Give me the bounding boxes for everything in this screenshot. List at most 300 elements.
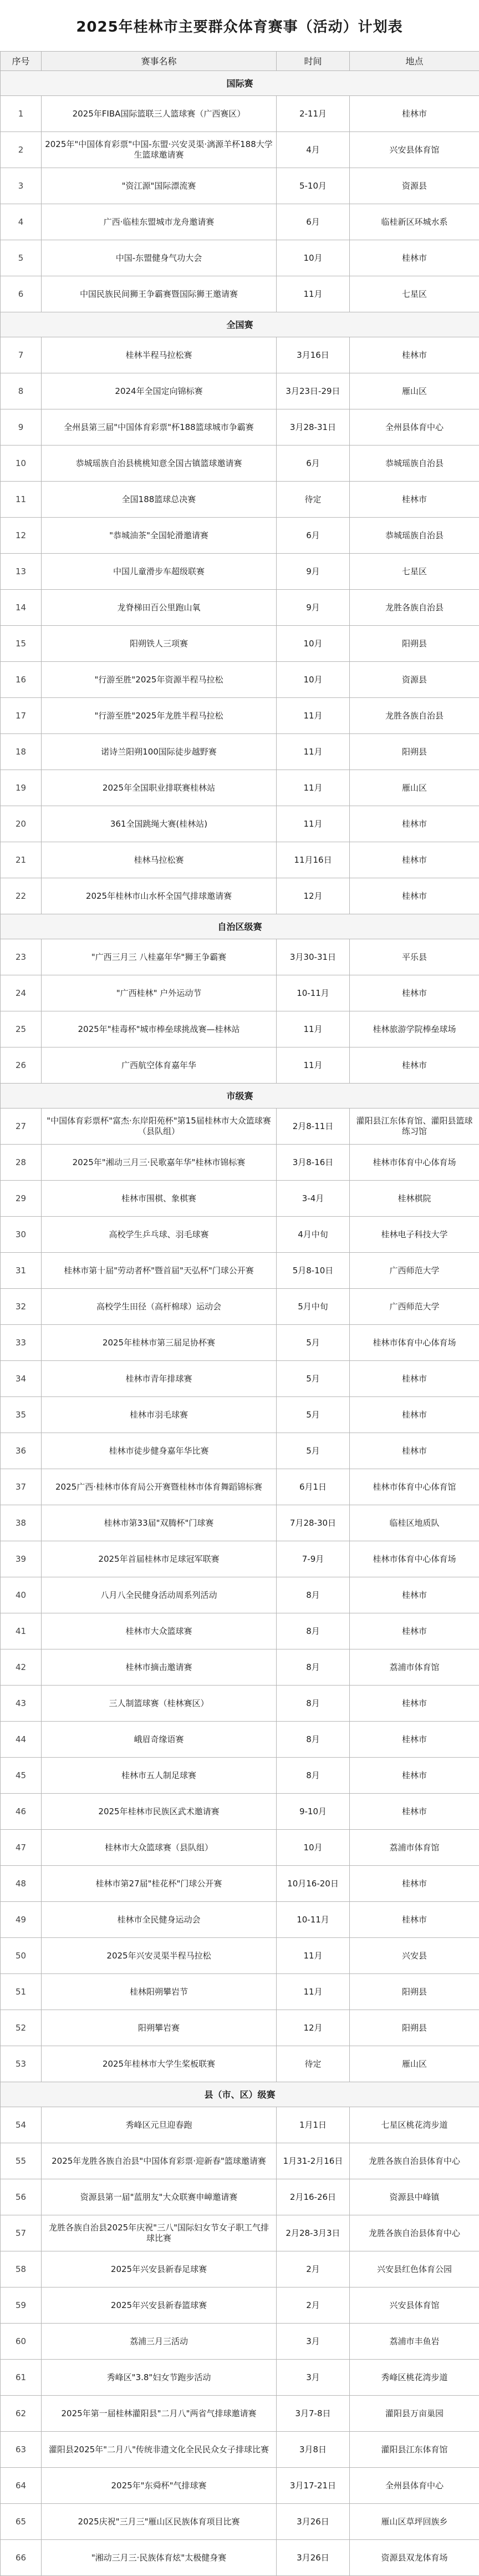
cell-event-name: 2024年全国定向锦标赛 [42,373,277,409]
cell-place: 荔浦市体育馆 [350,1830,479,1866]
cell-number: 64 [1,2468,42,2504]
cell-time: 5月 [277,1397,350,1433]
cell-number: 49 [1,1902,42,1938]
table-row [1,1181,479,1217]
table-row [1,734,479,770]
cell-event-name: 2025年龙胜各族自治县"中国体育彩票·迎新春"篮球邀请赛 [42,2143,277,2179]
cell-number: 26 [1,1047,42,1084]
cell-number: 24 [1,975,42,1011]
table-row [1,1902,479,1938]
table-row [1,482,479,518]
cell-event-name: 2025年"桂毒杯"城市棒垒球挑战赛—桂林站 [42,1011,277,1047]
cell-time: 4月中旬 [277,1217,350,1253]
cell-event-name: 2025年兴安县新春足球赛 [42,2251,277,2287]
cell-event-name: "广西桂林" 户外运动节 [42,975,277,1011]
table-row [1,2540,479,2576]
table-row [1,1047,479,1084]
cell-place: 桂林电子科技大学 [350,1217,479,1253]
cell-time: 3月28-31日 [277,409,350,446]
cell-event-name: 2025年"湘动三月三·民歌嘉年华"桂林市锦标赛 [42,1145,277,1181]
cell-time: 3月8-16日 [277,1145,350,1181]
cell-number: 14 [1,590,42,626]
cell-event-name: 2025年全国职业排联赛桂林站 [42,770,277,806]
table-row [1,518,479,554]
cell-number: 59 [1,2287,42,2324]
table-row [1,1974,479,2010]
cell-event-name: 桂林市大众篮球赛 [42,1613,277,1649]
cell-event-name: 桂林马拉松赛 [42,842,277,878]
table-row [1,1433,479,1469]
cell-event-name: "中国体育彩票杯"富杰·东岸阳苑杯"第15届桂林市大众篮球赛（县队组） [42,1109,277,1145]
cell-time: 5月 [277,1361,350,1397]
cell-place: 桂林棋院 [350,1181,479,1217]
table-row [1,626,479,662]
cell-number: 46 [1,1794,42,1830]
cell-place: 全州县体育中心 [350,2468,479,2504]
cell-event-name: 中国-东盟健身气功大会 [42,240,277,276]
cell-place: 恭城瑶族自治县 [350,518,479,554]
table-row [1,1613,479,1649]
cell-time: 9月 [277,590,350,626]
cell-event-name: 阳朔攀岩赛 [42,2010,277,2046]
cell-event-name: 中国民族民间狮王争霸赛暨国际狮王邀请赛 [42,276,277,312]
cell-number: 6 [1,276,42,312]
cell-number: 60 [1,2324,42,2360]
cell-time: 10月 [277,1830,350,1866]
cell-event-name: 广西·临桂东盟城市龙舟邀请赛 [42,204,277,240]
cell-number: 53 [1,2046,42,2082]
cell-place: 桂林旅游学院棒垒球场 [350,1011,479,1047]
cell-place: 桂林市 [350,1613,479,1649]
table-row [1,1469,479,1505]
cell-time: 11月 [277,734,350,770]
table-row [1,662,479,698]
cell-place: 桂林市体育中心体育场 [350,1541,479,1577]
cell-time: 6月1日 [277,1469,350,1505]
cell-event-name: 2025广西·桂林市体育局公开赛暨桂林市体育舞蹈锦标赛 [42,1469,277,1505]
table-body [1,71,479,2576]
cell-place: 桂林市 [350,96,479,132]
cell-place: 七星区桃花湾步道 [350,2107,479,2143]
cell-number: 36 [1,1433,42,1469]
cell-number: 62 [1,2396,42,2432]
cell-event-name: 2025年桂林市大学生桨板联赛 [42,2046,277,2082]
cell-number: 39 [1,1541,42,1577]
cell-number: 33 [1,1325,42,1361]
cell-time: 5月中旬 [277,1289,350,1325]
cell-time: 5月8-10日 [277,1253,350,1289]
table-row [1,2432,479,2468]
cell-event-name: "行游至胜"2025年资源半程马拉松 [42,662,277,698]
cell-event-name: 桂林市大众篮球赛（县队组） [42,1830,277,1866]
table-row [1,409,479,446]
cell-number: 3 [1,168,42,204]
cell-event-name: 桂林市第十届"劳动者杯"暨首届"天弘杯"门球公开赛 [42,1253,277,1289]
cell-time: 11月 [277,1938,350,1974]
cell-number: 2 [1,132,42,168]
cell-place: 临桂区地质队 [350,1505,479,1541]
cell-event-name: 灌阳县2025年"二月八"传统非遗文化全民民众女子排球比赛 [42,2432,277,2468]
cell-number: 41 [1,1613,42,1649]
cell-time: 10月16-20日 [277,1866,350,1902]
table-row [1,1505,479,1541]
table-row [1,2360,479,2396]
cell-event-name: "资江源"国际漂流赛 [42,168,277,204]
cell-event-name: 诺诗兰阳朔100国际徒步越野赛 [42,734,277,770]
cell-event-name: 阳朔铁人三项赛 [42,626,277,662]
cell-event-name: 秀峰区元旦迎春跑 [42,2107,277,2143]
table-row [1,1145,479,1181]
cell-event-name: 2025年兴安县新春篮球赛 [42,2287,277,2324]
cell-time: 6月 [277,204,350,240]
table-row [1,276,479,312]
cell-place: 桂林市 [350,1794,479,1830]
cell-time: 3月26日 [277,2540,350,2576]
cell-place: 桂林市 [350,240,479,276]
cell-number: 1 [1,96,42,132]
cell-time: 11月 [277,276,350,312]
cell-place: 桂林市 [350,1361,479,1397]
cell-number: 16 [1,662,42,698]
cell-event-name: 桂林市第33届"双腾杯"门球赛 [42,1505,277,1541]
cell-event-name: 龙胜各族自治县2025年庆祝"三八"国际妇女节女子职工气排球比赛 [42,2215,277,2251]
cell-time: 11月 [277,770,350,806]
cell-place: 资源县双龙体育场 [350,2540,479,2576]
cell-event-name: 桂林市第27届"桂花杯"门球公开赛 [42,1866,277,1902]
cell-place: 桂林市 [350,1397,479,1433]
cell-place: 平乐县 [350,939,479,975]
table-row [1,1794,479,1830]
cell-time: 2月16-26日 [277,2179,350,2215]
table-row [1,939,479,975]
section-label: 全国赛 [1,312,479,337]
table-row [1,2468,479,2504]
section-row [1,71,479,96]
cell-place: 灌阳县江东体育馆、灌阳县篮球练习馆 [350,1109,479,1145]
table-row [1,1758,479,1794]
cell-place: 桂林市 [350,878,479,914]
cell-place: 桂林市 [350,806,479,842]
table-row [1,770,479,806]
cell-number: 21 [1,842,42,878]
cell-time: 2月 [277,2251,350,2287]
section-row [1,2082,479,2107]
cell-time: 7-9月 [277,1541,350,1577]
table-row [1,878,479,914]
cell-event-name: 2025年桂林市第三届足协杯赛 [42,1325,277,1361]
cell-event-name: 桂林市五人制足球赛 [42,1758,277,1794]
cell-event-name: 桂林市青年排球赛 [42,1361,277,1397]
cell-event-name: 秀峰区"3.8"妇女节跑步活动 [42,2360,277,2396]
cell-event-name: "行游至胜"2025年龙胜半程马拉松 [42,698,277,734]
cell-place: 资源县 [350,662,479,698]
cell-place: 雁山区 [350,770,479,806]
cell-place: 桂林市体育中心体育场 [350,1325,479,1361]
cell-number: 8 [1,373,42,409]
cell-time: 3月30-31日 [277,939,350,975]
cell-number: 17 [1,698,42,734]
cell-number: 38 [1,1505,42,1541]
cell-place: 桂林市 [350,1902,479,1938]
table-row [1,96,479,132]
cell-number: 18 [1,734,42,770]
cell-event-name: 高校学生乒乓球、羽毛球赛 [42,1217,277,1253]
table-row [1,1109,479,1145]
cell-number: 37 [1,1469,42,1505]
table-row [1,2179,479,2215]
table-row [1,590,479,626]
cell-number: 23 [1,939,42,975]
cell-place: 雁山区 [350,373,479,409]
cell-time: 12月 [277,878,350,914]
cell-number: 15 [1,626,42,662]
table-row [1,698,479,734]
table-row [1,2287,479,2324]
cell-time: 2月8-11日 [277,1109,350,1145]
cell-place: 灌阳县万亩巢园 [350,2396,479,2432]
table-row [1,2396,479,2432]
cell-place: 桂林市 [350,337,479,373]
cell-number: 9 [1,409,42,446]
cell-event-name: 2025年"中国体育彩票"中国-东盟·兴安灵渠·漓源羊杯188大学生篮球邀请赛 [42,132,277,168]
cell-event-name: 全国188篮球总决赛 [42,482,277,518]
table-row [1,975,479,1011]
table-row [1,1938,479,1974]
cell-number: 11 [1,482,42,518]
cell-time: 7月28-30日 [277,1505,350,1541]
section-label: 县（市、区）级赛 [1,2082,479,2107]
cell-time: 8月 [277,1758,350,1794]
cell-time: 11月 [277,1011,350,1047]
cell-place: 阳朔县 [350,2010,479,2046]
table-row [1,1217,479,1253]
cell-number: 48 [1,1866,42,1902]
cell-time: 11月 [277,1047,350,1084]
cell-place: 恭城瑶族自治县 [350,446,479,482]
cell-time: 3月16日 [277,337,350,373]
table-row [1,1577,479,1613]
cell-event-name: 桂林市摘击邀请赛 [42,1649,277,1686]
cell-time: 8月 [277,1686,350,1722]
cell-number: 44 [1,1722,42,1758]
cell-time: 10-11月 [277,975,350,1011]
cell-event-name: 全州县第三届"中国体育彩票"杯188篮球城市争霸赛 [42,409,277,446]
cell-time: 12月 [277,2010,350,2046]
cell-number: 5 [1,240,42,276]
cell-event-name: 2025年桂林市民族区武术邀请赛 [42,1794,277,1830]
cell-time: 3月 [277,2324,350,2360]
table-row [1,1325,479,1361]
cell-number: 29 [1,1181,42,1217]
cell-place: 荔浦市丰鱼岩 [350,2324,479,2360]
cell-time: 9-10月 [277,1794,350,1830]
cell-place: 雁山区草坪回族乡 [350,2504,479,2540]
cell-event-name: 桂林半程马拉松赛 [42,337,277,373]
cell-event-name: 恭城瑶族自治县桃桃知意全国古镇篮球邀请赛 [42,446,277,482]
cell-event-name: 资源县第一届"蓝朋友"大众联赛申嶂邀请赛 [42,2179,277,2215]
table-header-row [1,52,479,71]
cell-time: 5月 [277,1433,350,1469]
cell-place: 资源县中峰镇 [350,2179,479,2215]
cell-time: 3月8日 [277,2432,350,2468]
cell-number: 57 [1,2215,42,2251]
cell-number: 42 [1,1649,42,1686]
cell-event-name: 荔浦三月三活动 [42,2324,277,2360]
cell-time: 6月 [277,446,350,482]
cell-place: 龙胜各族自治县 [350,590,479,626]
cell-event-name: 龙脊梯田百公里跑山氧 [42,590,277,626]
cell-event-name: 高校学生田径（高杆棉球）运动会 [42,1289,277,1325]
cell-time: 8月 [277,1577,350,1613]
cell-place: 阳朔县 [350,1974,479,2010]
cell-time: 10月 [277,240,350,276]
cell-place: 桂林市体育中心体育馆 [350,1469,479,1505]
cell-time: 待定 [277,482,350,518]
table-row [1,446,479,482]
cell-place: 阳朔县 [350,626,479,662]
cell-time: 1月1日 [277,2107,350,2143]
cell-time: 3月7-8日 [277,2396,350,2432]
cell-place: 桂林市 [350,1866,479,1902]
cell-time: 5月 [277,1325,350,1361]
cell-time: 11月 [277,698,350,734]
cell-time: 4月 [277,132,350,168]
cell-time: 3月 [277,2360,350,2396]
cell-event-name: 2025年首届桂林市足球冠军联赛 [42,1541,277,1577]
table-row [1,204,479,240]
cell-place: 雁山区 [350,2046,479,2082]
cell-event-name: 中国儿童滑步车超级联赛 [42,554,277,590]
cell-place: 阳朔县 [350,734,479,770]
cell-number: 66 [1,2540,42,2576]
cell-time: 9月 [277,554,350,590]
section-row [1,312,479,337]
cell-number: 25 [1,1011,42,1047]
page-title: 2025年桂林市主要群众体育赛事（活动）计划表 [0,0,479,51]
table-row [1,1830,479,1866]
table-row [1,554,479,590]
cell-event-name: 361全国跳绳大赛(桂林站) [42,806,277,842]
cell-place: 龙胜各族自治县 [350,698,479,734]
cell-number: 50 [1,1938,42,1974]
table-row [1,2107,479,2143]
table-row [1,2504,479,2540]
cell-place: 桂林市体育中心体育场 [350,1145,479,1181]
table-row [1,1541,479,1577]
cell-place: 龙胜各族自治县体育中心 [350,2215,479,2251]
table-row [1,2143,479,2179]
cell-place: 广西师范大学 [350,1289,479,1325]
cell-number: 13 [1,554,42,590]
table-row [1,1866,479,1902]
cell-place: 兴安县体育馆 [350,132,479,168]
cell-place: 桂林市 [350,482,479,518]
table-row [1,842,479,878]
cell-number: 56 [1,2179,42,2215]
section-row [1,1084,479,1109]
cell-number: 35 [1,1397,42,1433]
cell-number: 40 [1,1577,42,1613]
cell-number: 19 [1,770,42,806]
cell-event-name: "湘动三月三·民族体育炫"太极健身赛 [42,2540,277,2576]
cell-time: 11月 [277,806,350,842]
table-row [1,1397,479,1433]
cell-place: 桂林市 [350,1686,479,1722]
table-row [1,2324,479,2360]
cell-number: 52 [1,2010,42,2046]
cell-time: 8月 [277,1722,350,1758]
cell-place: 七星区 [350,276,479,312]
cell-time: 8月 [277,1649,350,1686]
cell-event-name: 2025年第一届桂林灌阳县"二月八"两省气排球邀请赛 [42,2396,277,2432]
table-row [1,2215,479,2251]
table-row [1,1253,479,1289]
table-row [1,1722,479,1758]
cell-number: 54 [1,2107,42,2143]
section-row [1,914,479,939]
section-label: 自治区级赛 [1,914,479,939]
cell-number: 61 [1,2360,42,2396]
header-name: 赛事名称 [42,52,277,71]
section-label: 国际赛 [1,71,479,96]
table-row [1,2010,479,2046]
cell-event-name: "恭城油茶"全国轮滑邀请赛 [42,518,277,554]
cell-number: 28 [1,1145,42,1181]
cell-time: 待定 [277,2046,350,2082]
table-row [1,168,479,204]
cell-number: 45 [1,1758,42,1794]
cell-number: 47 [1,1830,42,1866]
cell-place: 荔浦市体育馆 [350,1649,479,1686]
cell-number: 27 [1,1109,42,1145]
table-row [1,132,479,168]
table-row [1,2046,479,2082]
cell-place: 桂林市 [350,1433,479,1469]
cell-event-name: 2025年"东舜杯"气排球赛 [42,2468,277,2504]
cell-place: 兴安县红色体育公园 [350,2251,479,2287]
cell-number: 65 [1,2504,42,2540]
cell-number: 22 [1,878,42,914]
cell-time: 3月23日-29日 [277,373,350,409]
cell-number: 34 [1,1361,42,1397]
cell-place: 龙胜各族自治县体育中心 [350,2143,479,2179]
cell-time: 10月 [277,626,350,662]
cell-place: 七星区 [350,554,479,590]
cell-event-name: 2025年FIBA国际篮联三人篮球赛（广西赛区） [42,96,277,132]
cell-time: 3月26日 [277,2504,350,2540]
table-row [1,1649,479,1686]
cell-event-name: 桂林阳朔攀岩节 [42,1974,277,2010]
cell-time: 11月16日 [277,842,350,878]
cell-time: 3月17-21日 [277,2468,350,2504]
cell-event-name: 桂林市围棋、象棋赛 [42,1181,277,1217]
cell-event-name: 八月八全民健身活动周系列活动 [42,1577,277,1613]
cell-number: 58 [1,2251,42,2287]
cell-number: 4 [1,204,42,240]
table-row [1,337,479,373]
cell-time: 5-10月 [277,168,350,204]
cell-place: 兴安县体育馆 [350,2287,479,2324]
cell-time: 8月 [277,1613,350,1649]
cell-number: 20 [1,806,42,842]
cell-event-name: 2025年兴安灵渠半程马拉松 [42,1938,277,1974]
cell-number: 31 [1,1253,42,1289]
header-no: 序号 [1,52,42,71]
cell-number: 7 [1,337,42,373]
cell-event-name: 2025庆祝"三月三"雁山区民族体育项目比赛 [42,2504,277,2540]
cell-place: 资源县 [350,168,479,204]
cell-place: 广西师范大学 [350,1253,479,1289]
